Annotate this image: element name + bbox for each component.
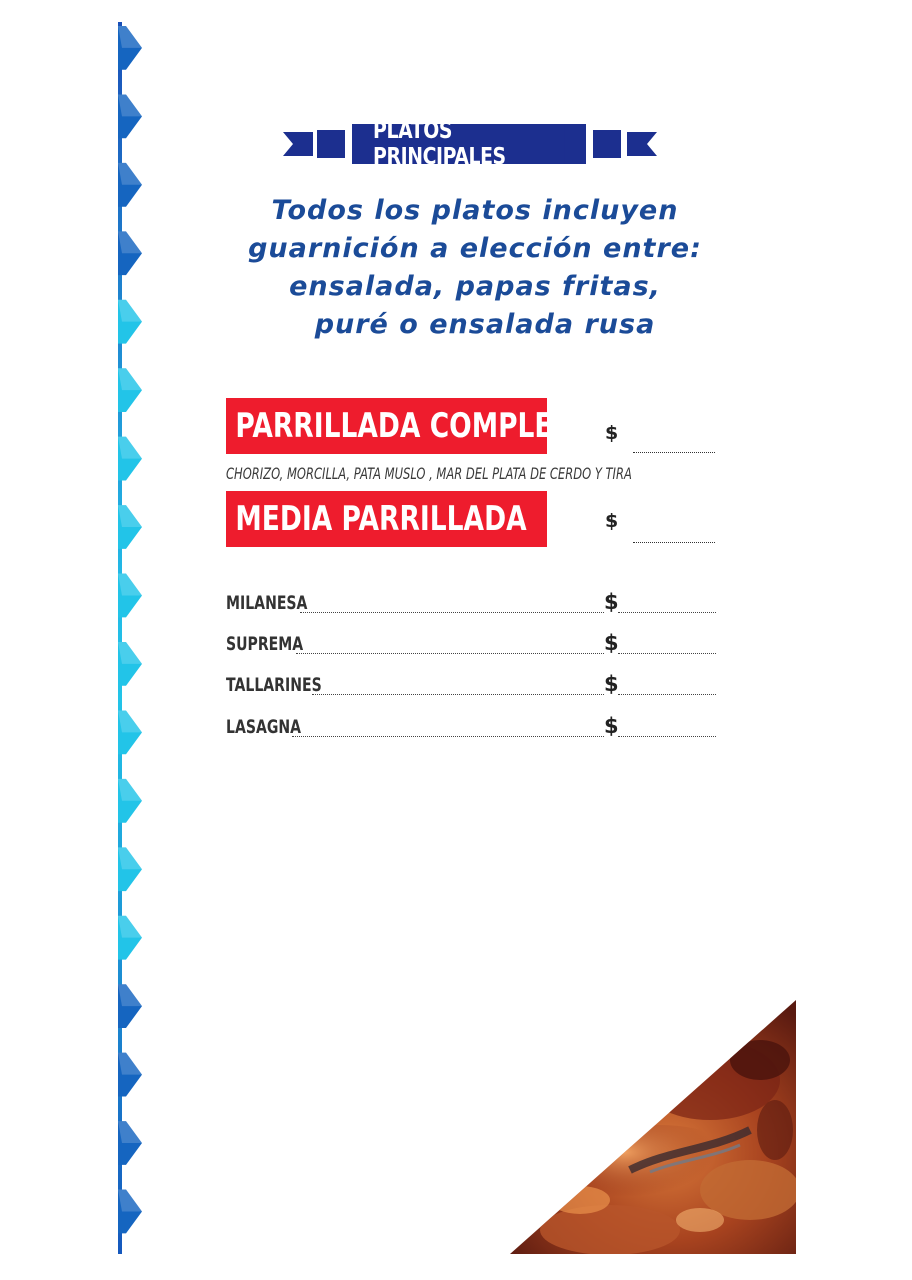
price-currency: $ [604, 672, 619, 696]
border-chevron-highlight [118, 300, 142, 322]
list-item [226, 592, 718, 618]
note-line: ensalada, papas fritas, [289, 271, 661, 302]
border-chevron-highlight [118, 1190, 142, 1212]
item-name: SUPREMA [226, 633, 304, 655]
border-chevron-highlight [118, 779, 142, 801]
list-item [226, 716, 718, 742]
price-currency: $ [605, 422, 619, 444]
grilled-meat-photo [510, 1000, 796, 1254]
price-dotted-line [618, 612, 716, 613]
list-item [226, 633, 718, 659]
banner-block-right [593, 130, 621, 158]
section-banner [280, 118, 660, 170]
border-chevron-highlight [118, 574, 142, 596]
border-chevron-highlight [118, 916, 142, 938]
price-currency: $ [604, 714, 619, 738]
price-currency: $ [604, 590, 619, 614]
item-name: TALLARINES [226, 674, 322, 696]
item-name: MILANESA [226, 592, 308, 614]
price-dotted-line [633, 542, 715, 543]
featured-item-name [226, 398, 590, 454]
item-name: LASAGNA [226, 716, 302, 738]
border-chevron-highlight [118, 984, 142, 1006]
border-chevron-highlight [118, 1121, 142, 1143]
note-line: Todos los platos incluyen [271, 195, 679, 226]
ribbon-tail-right-icon [627, 132, 657, 156]
price-dotted-line [618, 694, 716, 695]
price-dotted-line [618, 653, 716, 654]
dotted-leader [312, 694, 604, 695]
section-title: PLATOS PRINCIPALES [373, 124, 565, 164]
border-chevron-highlight [118, 642, 142, 664]
featured-item-label: PARRILLADA COMPLETA [235, 406, 590, 446]
decorative-border [118, 22, 144, 1254]
border-chevron-highlight [118, 437, 142, 459]
price-currency: $ [605, 510, 619, 532]
dotted-leader [292, 736, 604, 737]
border-chevron-highlight [118, 505, 142, 527]
border-chevron-highlight [118, 710, 142, 732]
border-chevron-highlight [118, 1053, 142, 1075]
featured-item-description: CHORIZO, MORCILLA, PATA MUSLO , MAR DEL PLATA DE CERDO Y TIRA [226, 464, 632, 483]
ribbon-tail-left-icon [283, 132, 313, 156]
dotted-leader [300, 612, 604, 613]
border-chevron-highlight [118, 26, 142, 48]
featured-item-label: MEDIA PARRILLADA [235, 499, 527, 539]
list-item [226, 674, 718, 700]
border-chevron-highlight [118, 847, 142, 869]
side-dish-note [210, 192, 740, 344]
price-dotted-line [618, 736, 716, 737]
border-chevron-highlight [118, 231, 142, 253]
dotted-leader [296, 653, 604, 654]
note-line: guarnición a elección entre: [248, 233, 702, 264]
border-chevron-highlight [118, 368, 142, 390]
banner-block-left [317, 130, 345, 158]
price-currency: $ [604, 631, 619, 655]
featured-item-name [226, 491, 547, 547]
border-chevron-highlight [118, 94, 142, 116]
price-dotted-line [633, 452, 715, 453]
border-chevron-highlight [118, 163, 142, 185]
note-line: puré o ensalada rusa [314, 309, 656, 340]
